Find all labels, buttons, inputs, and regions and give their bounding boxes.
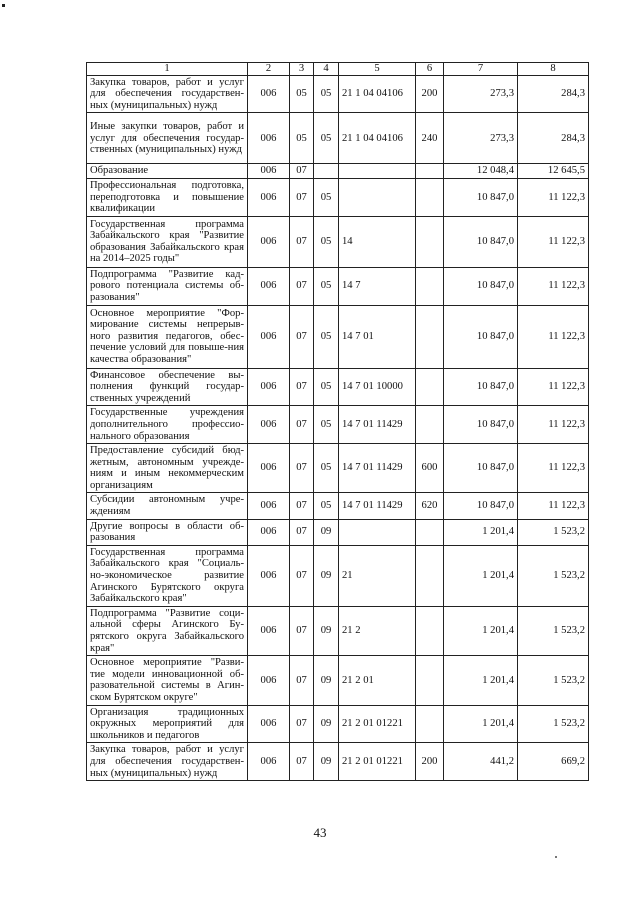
cell-target-article — [339, 519, 416, 545]
cell-expense-type — [416, 267, 444, 305]
table-row — [87, 113, 589, 164]
cell-item-name: Основное мероприятие "Разви-тие модели инновационной об-разовательной системы в Агин-ском Бурятском округе" — [87, 656, 248, 705]
cell-subsection — [314, 164, 339, 179]
table-row — [87, 656, 589, 705]
cell-section: 07 — [290, 519, 314, 545]
header-cell: 7 — [444, 63, 518, 76]
cell-amount-year-1: 1 201,4 — [444, 656, 518, 705]
cell-amount-year-1: 10 847,0 — [444, 406, 518, 444]
table-row — [87, 406, 589, 444]
cell-target-article: 14 7 01 11429 — [339, 406, 416, 444]
cell-amount-year-2: 11 122,3 — [518, 493, 589, 519]
cell-subsection: 05 — [314, 305, 339, 368]
header-cell: 3 — [290, 63, 314, 76]
cell-item-name: Организация традиционных окружных мероприятий для школьников и педагогов — [87, 705, 248, 743]
cell-amount-year-1: 273,3 — [444, 113, 518, 164]
cell-expense-type — [416, 178, 444, 216]
cell-subsection: 05 — [314, 75, 339, 113]
cell-amount-year-1: 10 847,0 — [444, 493, 518, 519]
cell-amount-year-2: 11 122,3 — [518, 216, 589, 267]
cell-subsection: 05 — [314, 113, 339, 164]
header-cell: 1 — [87, 63, 248, 76]
cell-section: 05 — [290, 113, 314, 164]
table-body — [87, 75, 589, 781]
cell-amount-year-2: 1 523,2 — [518, 545, 589, 606]
header-cell: 5 — [339, 63, 416, 76]
cell-admin-code: 006 — [248, 743, 290, 781]
cell-expense-type — [416, 545, 444, 606]
cell-admin-code: 006 — [248, 113, 290, 164]
cell-expense-type — [416, 305, 444, 368]
cell-subsection: 09 — [314, 519, 339, 545]
cell-admin-code: 006 — [248, 216, 290, 267]
cell-admin-code: 006 — [248, 656, 290, 705]
cell-amount-year-1: 1 201,4 — [444, 545, 518, 606]
cell-target-article: 21 1 04 04106 — [339, 113, 416, 164]
cell-amount-year-2: 11 122,3 — [518, 267, 589, 305]
cell-item-name: Образование — [87, 164, 248, 179]
cell-section: 07 — [290, 178, 314, 216]
header-cell: 8 — [518, 63, 589, 76]
scan-speck — [555, 856, 557, 858]
cell-expense-type — [416, 368, 444, 406]
table-row — [87, 216, 589, 267]
cell-amount-year-1: 441,2 — [444, 743, 518, 781]
cell-admin-code: 006 — [248, 444, 290, 493]
cell-expense-type: 620 — [416, 493, 444, 519]
cell-section: 07 — [290, 705, 314, 743]
cell-target-article: 21 2 01 — [339, 656, 416, 705]
cell-amount-year-2: 12 645,5 — [518, 164, 589, 179]
cell-item-name: Предоставление субсидий бюд-жетным, автономным учрежде-ниям и иным некоммерческим организациям — [87, 444, 248, 493]
table-row — [87, 368, 589, 406]
cell-item-name: Другие вопросы в области об-разования — [87, 519, 248, 545]
cell-item-name: Государственные учреждения дополнительного профессио-нального образования — [87, 406, 248, 444]
cell-expense-type — [416, 519, 444, 545]
cell-admin-code: 006 — [248, 406, 290, 444]
cell-target-article: 21 2 01 01221 — [339, 743, 416, 781]
cell-amount-year-2: 11 122,3 — [518, 305, 589, 368]
cell-expense-type — [416, 216, 444, 267]
cell-admin-code: 006 — [248, 493, 290, 519]
cell-amount-year-1: 10 847,0 — [444, 368, 518, 406]
table-row — [87, 493, 589, 519]
cell-amount-year-1: 1 201,4 — [444, 705, 518, 743]
cell-amount-year-2: 1 523,2 — [518, 606, 589, 655]
cell-item-name: Государственная программа Забайкальского края "Социаль-но-экономическое развитие Агинского Бурятского округа Забайкальского края" — [87, 545, 248, 606]
cell-subsection: 09 — [314, 705, 339, 743]
cell-subsection: 05 — [314, 178, 339, 216]
cell-item-name: Иные закупки товаров, работ и услуг для обеспечения государ-ственных (муниципальных) нужд — [87, 113, 248, 164]
cell-section: 07 — [290, 656, 314, 705]
header-cell: 4 — [314, 63, 339, 76]
table-row — [87, 606, 589, 655]
table-row — [87, 75, 589, 113]
cell-amount-year-1: 10 847,0 — [444, 444, 518, 493]
cell-amount-year-2: 1 523,2 — [518, 519, 589, 545]
header-cell: 6 — [416, 63, 444, 76]
cell-subsection: 09 — [314, 656, 339, 705]
scan-mark — [2, 4, 5, 7]
cell-item-name: Подпрограмма "Развитие кад-рового потенциала системы об-разования" — [87, 267, 248, 305]
cell-target-article: 14 7 — [339, 267, 416, 305]
cell-expense-type: 600 — [416, 444, 444, 493]
cell-target-article — [339, 178, 416, 216]
cell-item-name: Закупка товаров, работ и услуг для обеспечения государствен-ных (муниципальных) нужд — [87, 743, 248, 781]
cell-amount-year-2: 1 523,2 — [518, 705, 589, 743]
cell-expense-type — [416, 705, 444, 743]
cell-admin-code: 006 — [248, 164, 290, 179]
table-row — [87, 305, 589, 368]
cell-admin-code: 006 — [248, 178, 290, 216]
cell-amount-year-2: 1 523,2 — [518, 656, 589, 705]
cell-subsection: 05 — [314, 267, 339, 305]
cell-subsection: 09 — [314, 606, 339, 655]
cell-amount-year-2: 11 122,3 — [518, 444, 589, 493]
table-row — [87, 743, 589, 781]
cell-subsection: 09 — [314, 545, 339, 606]
cell-item-name: Закупка товаров, работ и услуг для обеспечения государствен-ных (муниципальных) нужд — [87, 75, 248, 113]
page-number: 43 — [313, 825, 327, 840]
cell-target-article: 14 7 01 11429 — [339, 493, 416, 519]
cell-amount-year-2: 11 122,3 — [518, 368, 589, 406]
cell-section: 07 — [290, 406, 314, 444]
cell-subsection: 09 — [314, 743, 339, 781]
cell-expense-type — [416, 606, 444, 655]
cell-item-name: Финансовое обеспечение вы-полнения функций государ-ственных учреждений — [87, 368, 248, 406]
cell-target-article: 14 7 01 11429 — [339, 444, 416, 493]
cell-section: 07 — [290, 305, 314, 368]
table-row — [87, 705, 589, 743]
cell-admin-code: 006 — [248, 267, 290, 305]
cell-target-article: 21 — [339, 545, 416, 606]
cell-target-article: 21 2 01 01221 — [339, 705, 416, 743]
cell-expense-type: 240 — [416, 113, 444, 164]
cell-section: 07 — [290, 164, 314, 179]
cell-admin-code: 006 — [248, 545, 290, 606]
cell-target-article: 21 1 04 04106 — [339, 75, 416, 113]
cell-expense-type: 200 — [416, 743, 444, 781]
cell-item-name: Профессиональная подготовка, переподготовка и повышение квалификации — [87, 178, 248, 216]
cell-target-article: 14 7 01 10000 — [339, 368, 416, 406]
table-row — [87, 444, 589, 493]
cell-subsection: 05 — [314, 216, 339, 267]
cell-section: 07 — [290, 743, 314, 781]
header-row — [87, 63, 589, 76]
cell-amount-year-1: 1 201,4 — [444, 519, 518, 545]
cell-admin-code: 006 — [248, 705, 290, 743]
cell-amount-year-1: 10 847,0 — [444, 216, 518, 267]
cell-section: 05 — [290, 75, 314, 113]
cell-section: 07 — [290, 368, 314, 406]
cell-item-name: Субсидии автономным учре-ждениям — [87, 493, 248, 519]
table-row — [87, 178, 589, 216]
cell-item-name: Подпрограмма "Развитие соци-альной сферы Агинского Бу-рятского округа Забайкальского края" — [87, 606, 248, 655]
cell-section: 07 — [290, 545, 314, 606]
cell-section: 07 — [290, 267, 314, 305]
cell-amount-year-2: 284,3 — [518, 113, 589, 164]
cell-section: 07 — [290, 493, 314, 519]
cell-expense-type: 200 — [416, 75, 444, 113]
cell-amount-year-2: 11 122,3 — [518, 406, 589, 444]
cell-section: 07 — [290, 216, 314, 267]
cell-amount-year-2: 11 122,3 — [518, 178, 589, 216]
cell-target-article: 14 — [339, 216, 416, 267]
cell-item-name: Основное мероприятие "Фор-мирование системы непрерыв-ного развития педагогов, обес-печение условий для повыше-ния качества образования" — [87, 305, 248, 368]
cell-target-article: 14 7 01 — [339, 305, 416, 368]
cell-item-name: Государственная программа Забайкальского края "Развитие образования Забайкальского края на 2014–2025 годы" — [87, 216, 248, 267]
table-row — [87, 267, 589, 305]
cell-amount-year-2: 284,3 — [518, 75, 589, 113]
cell-amount-year-1: 12 048,4 — [444, 164, 518, 179]
cell-subsection: 05 — [314, 444, 339, 493]
table-row — [87, 164, 589, 179]
cell-admin-code: 006 — [248, 606, 290, 655]
cell-amount-year-1: 10 847,0 — [444, 305, 518, 368]
cell-amount-year-1: 1 201,4 — [444, 606, 518, 655]
cell-amount-year-1: 273,3 — [444, 75, 518, 113]
cell-section: 07 — [290, 444, 314, 493]
cell-subsection: 05 — [314, 406, 339, 444]
cell-subsection: 05 — [314, 493, 339, 519]
cell-admin-code: 006 — [248, 519, 290, 545]
cell-target-article — [339, 164, 416, 179]
cell-expense-type — [416, 164, 444, 179]
cell-amount-year-1: 10 847,0 — [444, 267, 518, 305]
cell-subsection: 05 — [314, 368, 339, 406]
cell-target-article: 21 2 — [339, 606, 416, 655]
cell-expense-type — [416, 656, 444, 705]
cell-admin-code: 006 — [248, 305, 290, 368]
cell-expense-type — [416, 406, 444, 444]
header-cell: 2 — [248, 63, 290, 76]
cell-amount-year-2: 669,2 — [518, 743, 589, 781]
cell-admin-code: 006 — [248, 75, 290, 113]
cell-section: 07 — [290, 606, 314, 655]
cell-admin-code: 006 — [248, 368, 290, 406]
budget-table — [86, 62, 589, 781]
table-row — [87, 545, 589, 606]
cell-amount-year-1: 10 847,0 — [444, 178, 518, 216]
table-row — [87, 519, 589, 545]
